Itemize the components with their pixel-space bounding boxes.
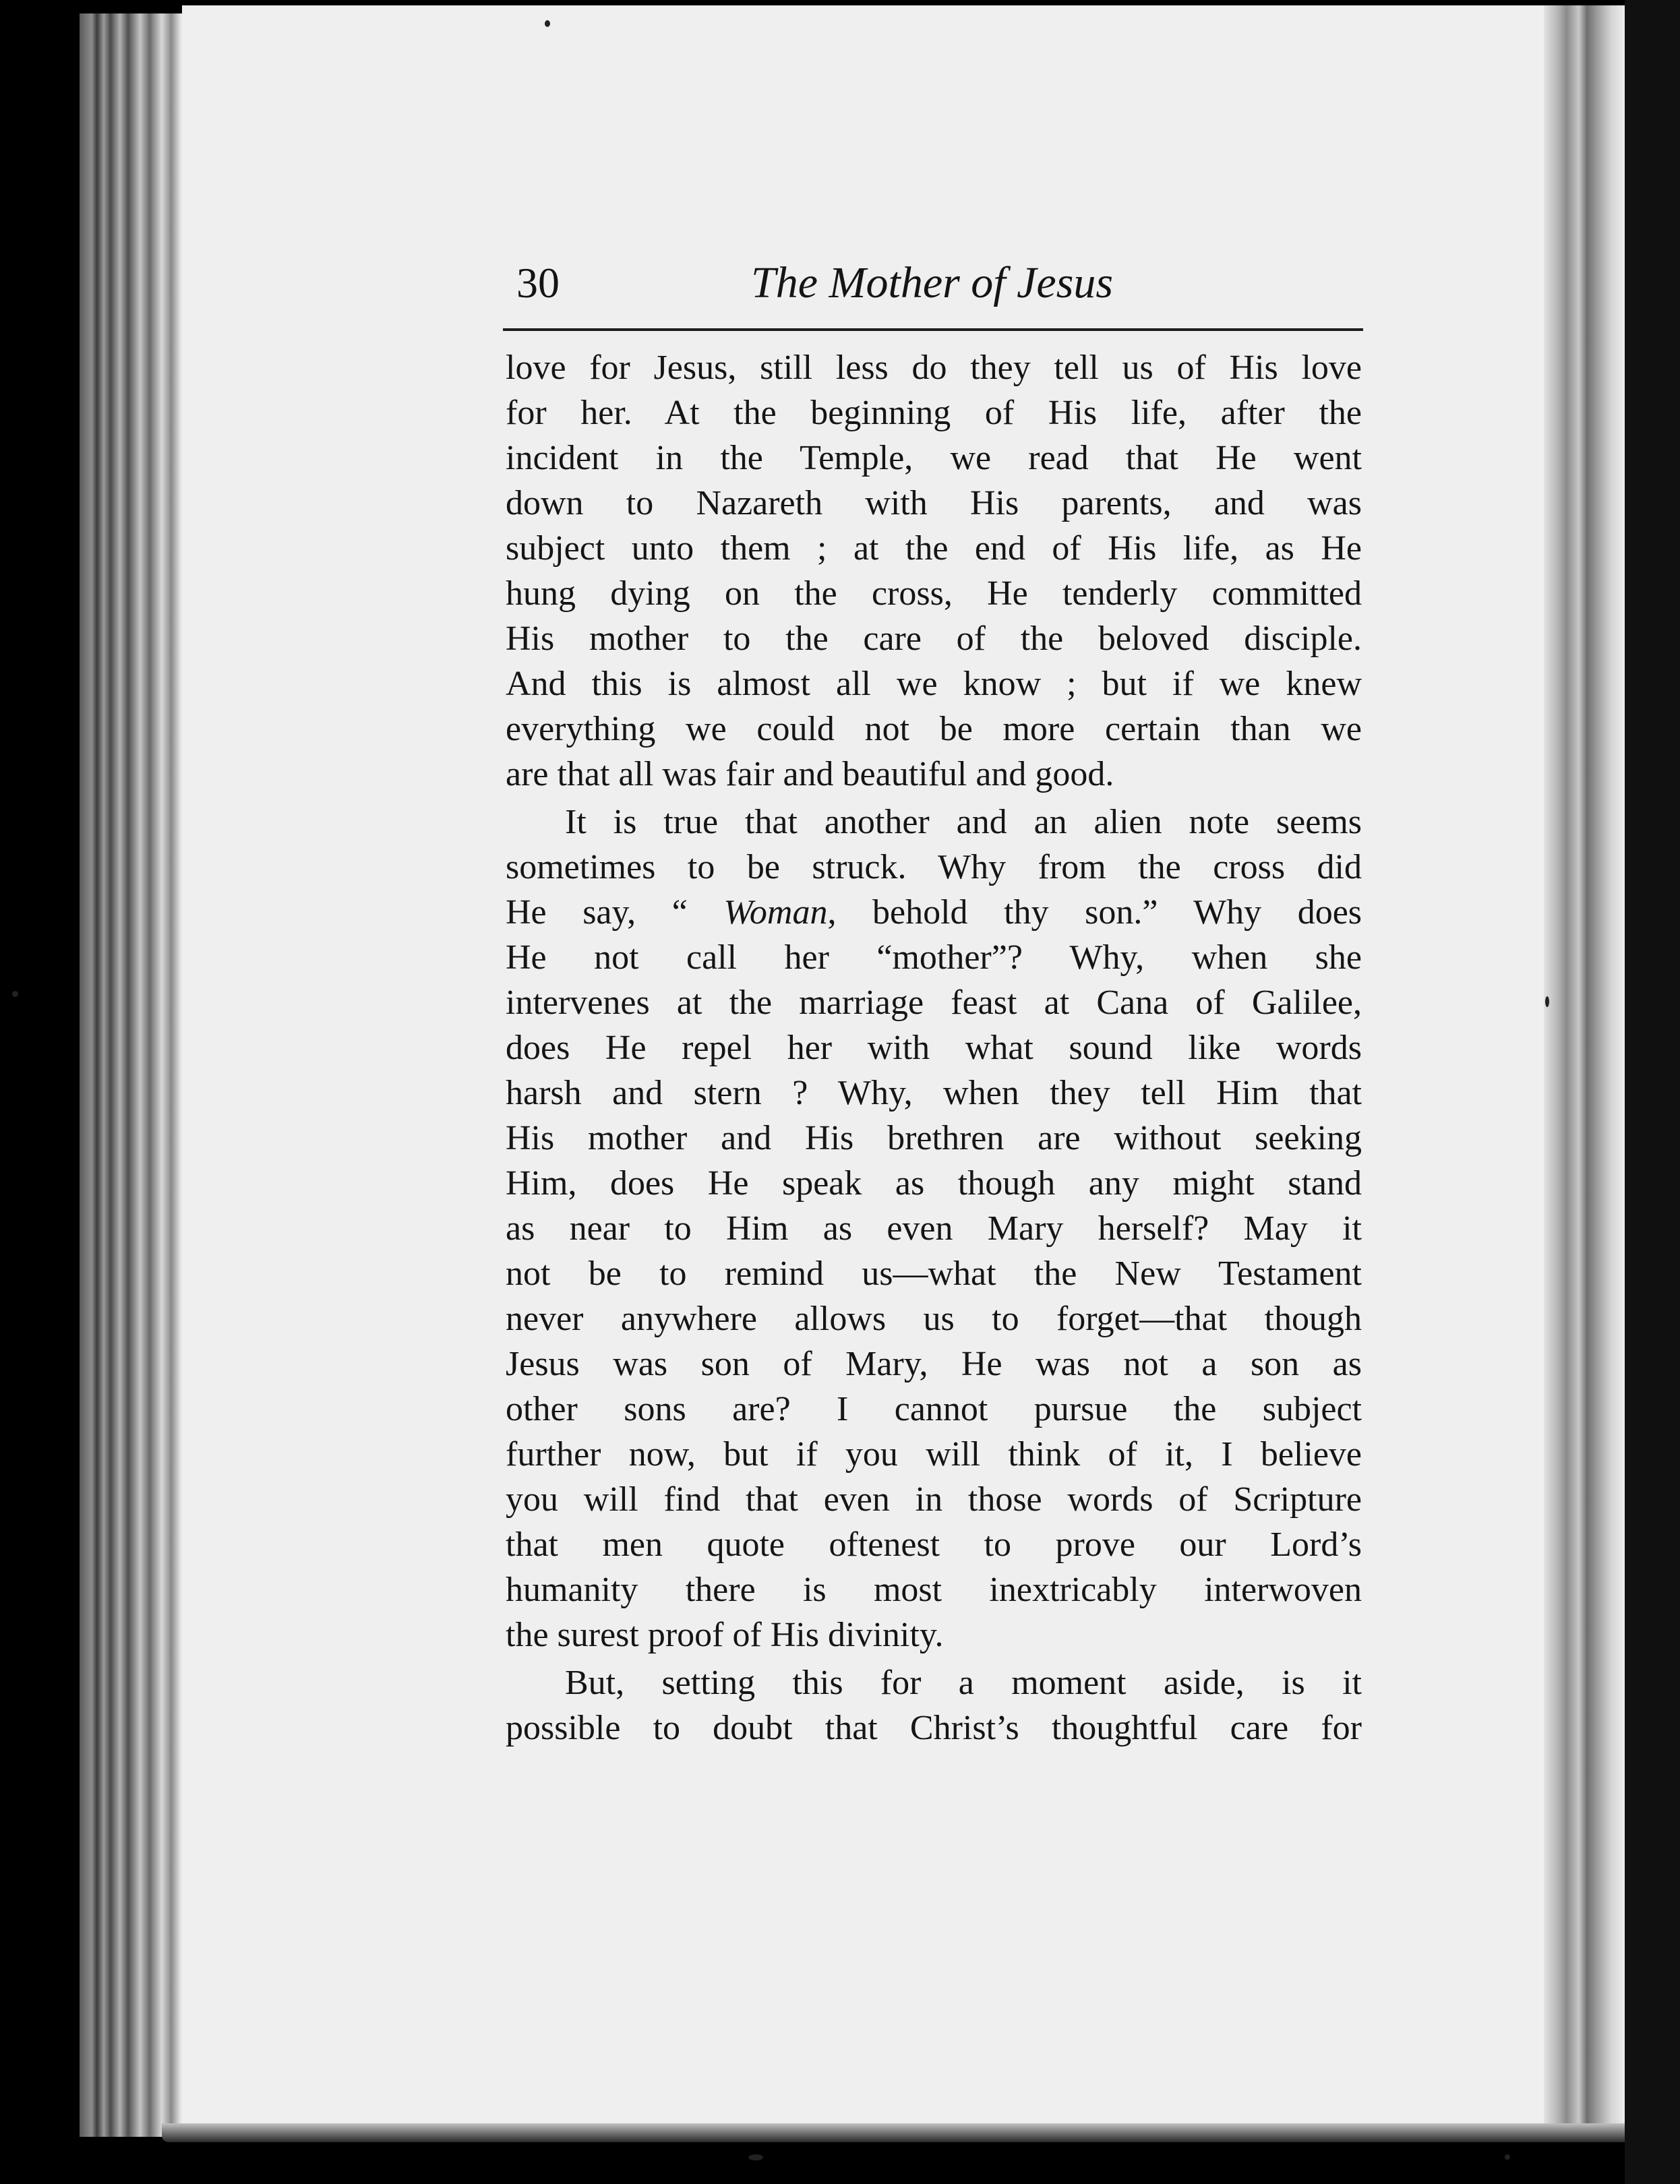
text-line: sometimes to be struck. Why from the cross did: [506, 848, 1362, 886]
text-line: everything we could not be more certain than we: [506, 710, 1362, 748]
text-line: for her. At the beginning of His life, after the: [506, 394, 1362, 432]
text-line: as near to Him as even Mary herself? May it: [506, 1209, 1362, 1248]
text-line: the surest proof of His divinity.: [506, 1616, 944, 1654]
text-line: other sons are? I cannot pursue the subject: [506, 1390, 1362, 1428]
text-line: are that all was fair and beautiful and good.: [506, 755, 1114, 793]
text-line: does He repel her with what sound like words: [506, 1029, 1362, 1067]
text-line: hung dying on the cross, He tenderly committed: [506, 574, 1362, 613]
page-bottom-shadow: [162, 2123, 1625, 2142]
text-line: further now, but if you will think of it, I believe: [506, 1435, 1362, 1474]
text-line: down to Nazareth with His parents, and was: [506, 484, 1362, 522]
book-page-edges: [80, 13, 187, 2137]
text-line: never anywhere allows us to forget—that though: [506, 1300, 1362, 1338]
scan-speck: [1505, 2154, 1510, 2160]
body-text: [506, 345, 1362, 1751]
text-line: you will find that even in those words of Scripture: [506, 1480, 1362, 1519]
emphasis-woman: Woman: [723, 893, 828, 932]
text-line: Him, does He speak as though any might stand: [506, 1164, 1362, 1203]
text-line: incident in the Temple, we read that He went: [506, 439, 1362, 477]
text-line: love for Jesus, still less do they tell us of His love: [506, 348, 1362, 387]
text-fragment: He say, “: [506, 893, 724, 932]
header-rule: [503, 328, 1363, 331]
text-line: that men quote oftenest to prove our Lord’s: [506, 1525, 1362, 1564]
scan-speck: [545, 20, 550, 27]
text-line: not be to remind us—what the New Testament: [506, 1254, 1362, 1293]
text-line: And this is almost all we know ; but if we knew: [506, 665, 1362, 703]
text-line: humanity there is most inextricably interwoven: [506, 1571, 1362, 1609]
paragraph-first-line: But, setting this for a moment aside, is it: [565, 1664, 1362, 1702]
running-title: The Mother of Jesus: [751, 258, 1114, 307]
scan-speck: [748, 2154, 763, 2160]
page-header: [516, 253, 1366, 313]
text-line: Jesus was son of Mary, He was not a son as: [506, 1345, 1362, 1383]
text-line: subject unto them ; at the end of His life, as He: [506, 529, 1362, 568]
text-line-with-emphasis: [506, 890, 1362, 935]
text-line: His mother to the care of the beloved disciple.: [506, 619, 1362, 658]
text-line: harsh and stern ? Why, when they tell Him that: [506, 1074, 1362, 1112]
text-line: He not call her “mother”? Why, when she: [506, 938, 1362, 977]
paragraph-first-line: It is true that another and an alien note seems: [565, 803, 1362, 841]
text-fragment: , behold thy son.” Why does: [827, 893, 1362, 932]
page-number: 30: [516, 259, 560, 307]
scan-speck: [12, 991, 18, 997]
text-line: intervenes at the marriage feast at Cana of Galilee,: [506, 983, 1362, 1022]
page-fold-shadow: [1544, 5, 1625, 2135]
scan-speck: [1545, 996, 1549, 1007]
text-line: possible to doubt that Christ’s thoughtful care for: [506, 1709, 1362, 1747]
scan-border-right: [1625, 0, 1680, 2184]
text-line: His mother and His brethren are without seeking: [506, 1119, 1362, 1157]
